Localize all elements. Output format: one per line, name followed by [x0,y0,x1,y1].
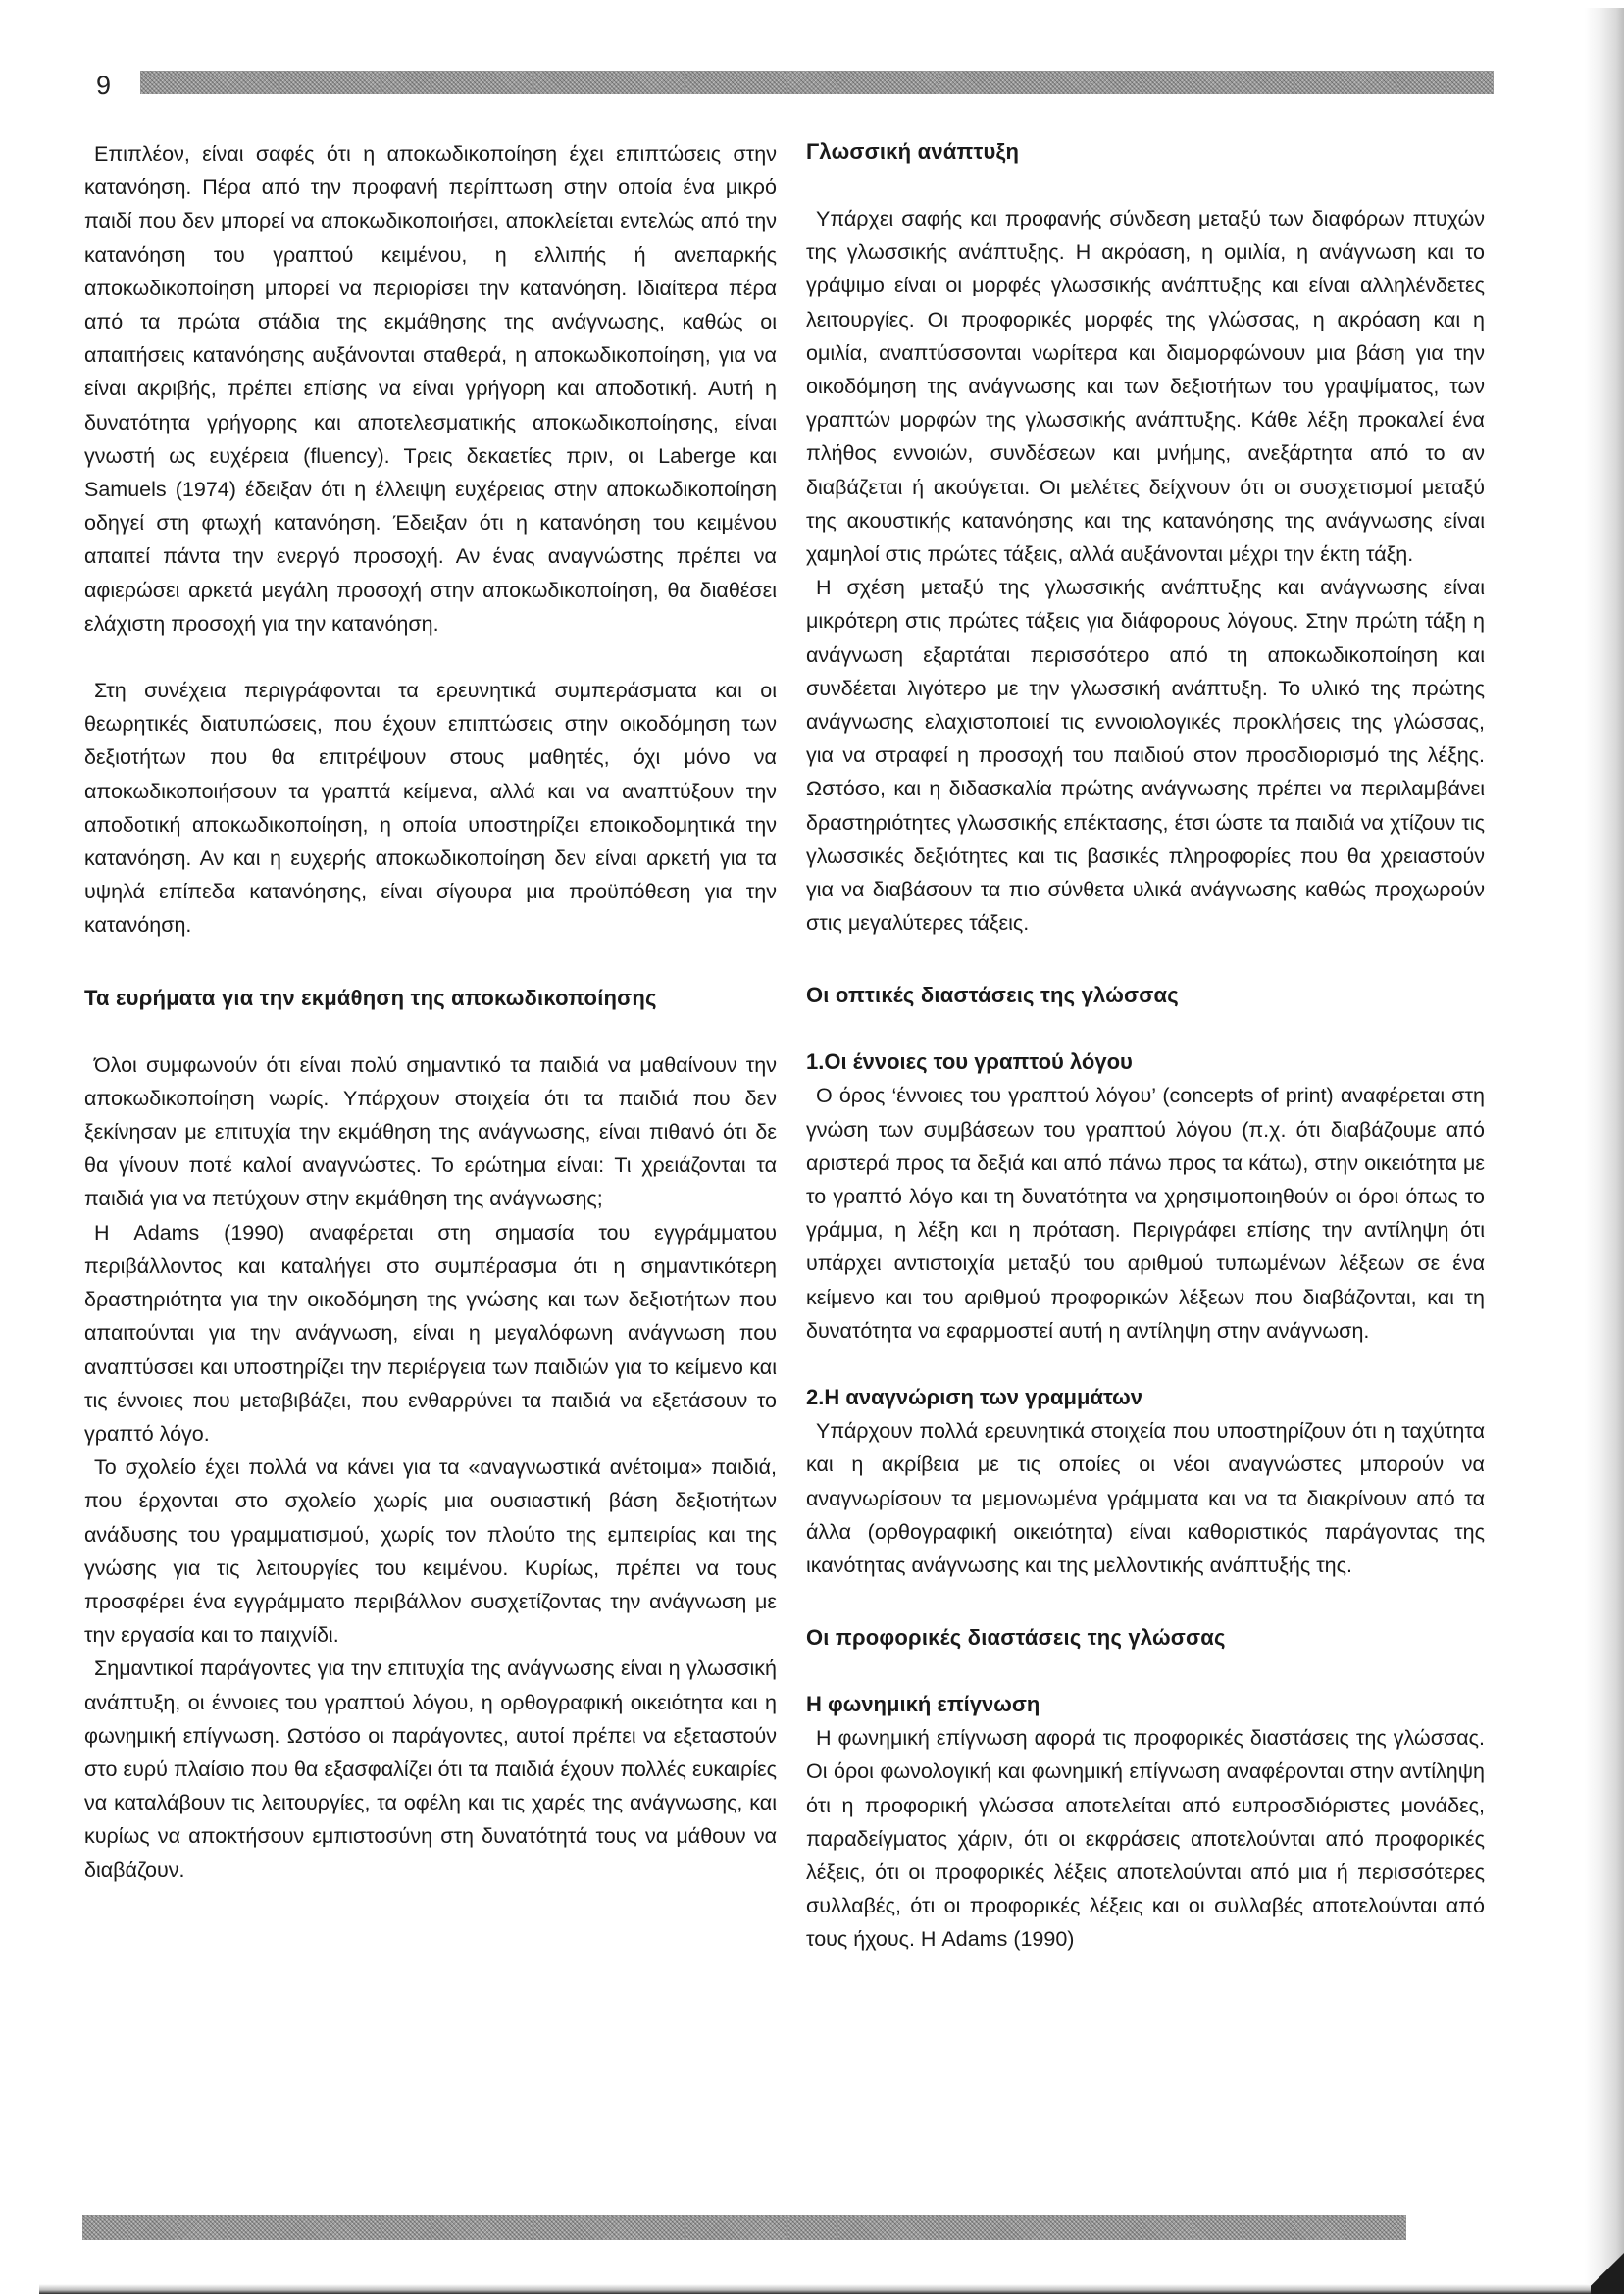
body-paragraph: Η Adams (1990) αναφέρεται στη σημασία του εγγράμματου περιβάλλοντος και καταλήγει στο συμπέρασμα ότι η σημαντικότερη δραστηριότητα για την οικοδόμηση της γνώσης και των δεξιοτήτων που απαιτούνται για την ανάγνωση, είναι η μεγαλόφωνη ανάγνωση που αναπτύσσει και υποστηρίζει την περιέργεια των παιδιών για το κείμενο και τις έννοιες που μεταβιβάζει, που ενθαρρύνει τα παιδιά να εξετάσουν το γραπτό λόγο. [84,1220,777,1446]
spacer [84,943,777,982]
subheading-concepts-of-print: 1.Οι έννοιες του γραπτού λόγου [806,1049,1133,1075]
spacer [806,940,1485,979]
intro-paragraph: Επιπλέον, είναι σαφές ότι η αποκωδικοποίηση έχει επιπτώσεις στην κατανόηση. Πέρα από την προφανή περίπτωση στην οποία ένα μικρό παιδί που δεν μπορεί να αποκωδικοποιήσει, αποκλείεται εντελώς από την κατανόηση του γραπτού κειμένου, η ελλιπής ή ανεπαρκής αποκωδικοποίηση μπορεί να περιορίσει την κατανόηση. Ιδιαίτερα πέρα από τα πρώτα στάδια της εκμάθησης της ανάγνωσης, καθώς οι απαιτήσεις κατανόησης αυξάνονται σταθερά, η αποκωδικοποίηση, για να είναι ακριβής, πρέπει επίσης να είναι γρήγορη και αποδοτική. Αυτή η δυνατότητα γρήγορης και αποτελεσματικής αποκωδικοποίησης, είναι γνωστή ως ευχέρεια (fluency). Τρεις δεκαετίες πριν, οι Laberge και Samuels (1974) έδειξαν ότι η έλλειψη ευχέρειας στην αποκωδικοποίηση οδηγεί στη φτωχή κατανόηση. Έδειξαν ότι η κατανόηση του κειμένου απαιτεί πάντα την ενεργό προσοχή. Αν ένας αναγνώστης πρέπει να αφιερώσει αρκετά μεγάλη προσοχή στην αποκωδικοποίηση, θα διαθέσει ελάχιστη προσοχή για την κατανόηση. [84,142,777,636]
spacer [84,1015,777,1048]
spacer [806,1012,1485,1045]
section-heading-visual-dimensions: Οι οπτικές διαστάσεις της γλώσσας [806,983,1179,1008]
section-heading-language-development: Γλωσσική ανάπτυξη [806,139,1020,164]
spacer [806,169,1485,202]
section-heading-decoding-findings: Τα ευρήματα για την εκμάθηση της αποκωδικοποίησης [84,985,657,1010]
research-findings-paragraph: Στη συνέχεια περιγράφονται τα ερευνητικά συμπεράσματα και οι θεωρητικές διατυπώσεις, που έχουν επιπτώσεις στην οικοδόμηση των δεξιοτήτων που θα επιτρέψουν στους μαθητές, όχι μόνο να αποκωδικοποιήσουν τα γραπτά κείμενα, αλλά και να αναπτύξουν την αποδοτική αποκωδικοποίηση, η οποία υποστηρίζει εποικοδομητικά την κατανόηση. Αν και η ευχερής αποκωδικοποίηση δεν είναι αρκετή για τα υψηλά επίπεδα κατανόησης, είναι σίγουρα μια προϋπόθεση για την κατανόηση. [84,679,777,938]
body-paragraph: Υπάρχει σαφής και προφανής σύνδεση μεταξύ των διαφόρων πτυχών της γλωσσικής ανάπτυξης. Η ακρόαση, η ομιλία, η ανάγνωση και το γράψιμο είναι οι μορφές γλωσσικής ανάπτυξης και είναι αλληλένδετες λειτουργίες. Οι προφορικές μορφές της γλώσσας, η ακρόαση και η ομιλία, αναπτύσσονται νωρίτερα και διαμορφώνουν μια βάση για την οικοδόμηση της ανάγνωσης και των δεξιοτήτων του γραψίματος, των γραπτών μορφών της γλωσσικής ανάπτυξης. Κάθε λέξη προκαλεί ένα πλήθος εννοιών, συνδέσεων και μνήμης, ανεξάρτητα από το αν διαβάζεται ή ακούγεται. Οι μελέτες δείχνουν ότι οι συσχετισμοί μεταξύ της ακουστικής κατανόησης και της κατανόησης της ανάγνωσης είναι χαμηλοί στις πρώτες τάξεις, αλλά αυξάνονται μέχρι την έκτη τάξη. [806,207,1485,567]
subheading-letter-recognition: 2.Η αναγνώριση των γραμμάτων [806,1385,1142,1410]
body-paragraph: Η σχέση μεταξύ της γλωσσικής ανάπτυξης και ανάγνωσης είναι μικρότερη στις πρώτες τάξεις για διάφορους λόγους. Στην πρώτη τάξη η ανάγνωση εξαρτάται περισσότερο από τη αποκωδικοποίηση και συνδέεται λιγότερο με την γλωσσική ανάπτυξη. Το υλικό της πρώτης ανάγνωσης ελαχιστοποιεί τις εννοιολογικές προκλήσεις της γλώσσας, για να στραφεί η προσοχή του παιδιού στον προσδιορισμό της λέξης. Ωστόσο, και η διδασκαλία πρώτης ανάγνωσης πρέπει να περιλαμβάνει δραστηριότητες γλωσσικής επέκτασης, έτσι ώστε τα παιδιά να χτίζουν τις γλωσσικές δεξιότητες και τις βασικές πληροφορίες που θα χρειαστούν για να διαβάσουν τα πιο σύνθετα υλικά ανάγνωσης καθώς προχωρούν στις μεγαλύτερες τάξεις. [806,576,1485,936]
subheading-phonemic-awareness: Η φωνημική επίγνωση [806,1692,1040,1717]
header-decorative-bar [140,71,1494,94]
right-column [806,135,1485,1957]
body-paragraph: Σημαντικοί παράγοντες για την επιτυχία της ανάγνωσης είναι η γλωσσική ανάπτυξη, οι έννοιες του γραπτού λόγου, η ορθογραφική οικειότητα και η φωνημική επίγνωση. Ωστόσο οι παράγοντες, αυτοί πρέπει να εξεταστούν στο ευρύ πλαίσιο που θα εξασφαλίζει ότι τα παιδιά έχουν πολλές ευκαιρίες να καταλάβουν τις λειτουργίες, τα οφέλη και τις χαρές της ανάγνωσης, και κυρίως να αποκτήσουν εμπιστοσύνη στη δυνατότητά τους να μάθουν να διαβάζουν. [84,1657,777,1882]
page-number: 9 [96,71,112,100]
scan-page-edge-shadow [1585,8,1624,2294]
body-paragraph: Ο όρος ‘έννοιες του γραπτού λόγου’ (concepts of print) αναφέρεται στη γνώση των συμβάσεων του γραπτού λόγου (π.χ. ότι διαβάζουμε από αριστερά προς τα δεξιά και από πάνω προς τα κάτω), στην οικειότητα με το γραπτό λόγο και τη δυνατότητα να χρησιμοποιηθούν οι όροι όπως το γράμμα, η λέξη και η πρόταση. Περιγράφει επίσης την αντίληψη ότι υπάρχει αντιστοιχία μεταξύ του αριθμού τυπωμένων λέξεων σε ένα κείμενο και του αριθμού προφορικών λέξεων που διαβάζονται, και τη δυνατότητα να εφαρμοστεί αυτή η αντίληψη στην ανάγνωση. [806,1084,1485,1343]
body-paragraph: Το σχολείο έχει πολλά να κάνει για τα «αναγνωστικά ανέτοιμα» παιδιά, που έρχονται στο σχολείο χωρίς μια ουσιαστική βάση δεξιοτήτων ανάδυσης του γραμματισμού, χωρίς τον πλούτο της εμπειρίας και της γνώσης για τις λειτουργίες του κειμένου. Κυρίως, πρέπει να τους προσφέρει ένα εγγράμματο περιβάλλον συσχετίζοντας την ανάγνωση με την εργασία και το παιχνίδι. [84,1455,777,1648]
footer-decorative-bar [82,2215,1406,2240]
scan-bottom-edge-shadow [39,2284,1624,2294]
spacer [806,1348,1485,1381]
spacer [806,1582,1485,1621]
section-heading-oral-dimensions: Οι προφορικές διαστάσεις της γλώσσας [806,1625,1226,1651]
body-paragraph: Όλοι συμφωνούν ότι είναι πολύ σημαντικό τα παιδιά να μαθαίνουν την αποκωδικοποίηση νωρίς. Υπάρχουν στοιχεία ότι τα παιδιά που δεν ξεκίνησαν με επιτυχία την εκμάθηση της ανάγνωσης, είναι πιθανό ότι δε θα γίνουν ποτέ καλοί αναγνώστες. Το ερώτημα είναι: Τι χρειάζονται τα παιδιά για να πετύχουν στην εκμάθηση της ανάγνωσης; [84,1052,777,1211]
body-paragraph: Υπάρχουν πολλά ερευνητικά στοιχεία που υποστηρίζουν ότι η ταχύτητα και η ακρίβεια με τις οποίες οι νέοι αναγνώστες μπορούν να αναγνωρίσουν τα μεμονωμένα γράμματα και να τα διακρίνουν από τα άλλα (ορθογραφική οικειότητα) είναι καθοριστικός παράγοντας της ικανότητας ανάγνωσης και της μελλοντικής ανάπτυξής της. [806,1419,1485,1577]
spacer [806,1655,1485,1688]
body-paragraph: Η φωνημική επίγνωση αφορά τις προφορικές διαστάσεις της γλώσσας. Οι όροι φωνολογική και φωνημική επίγνωση αναφέρονται στην αντίληψη ότι η προφορική γλώσσα αποτελείται από ευπροσδιόριστες μονάδες, παραδείγματος χάριν, ότι οι εκφράσεις αποτελούνται από προφορικές λέξεις, ότι οι προφορικές λέξεις αποτελούνται από μια ή περισσότερες συλλαβές, ότι οι προφορικές λέξεις και οι συλλαβές αποτελούνται από τους ήχους. Η Adams (1990) [806,1726,1485,1952]
left-column [84,137,777,1887]
